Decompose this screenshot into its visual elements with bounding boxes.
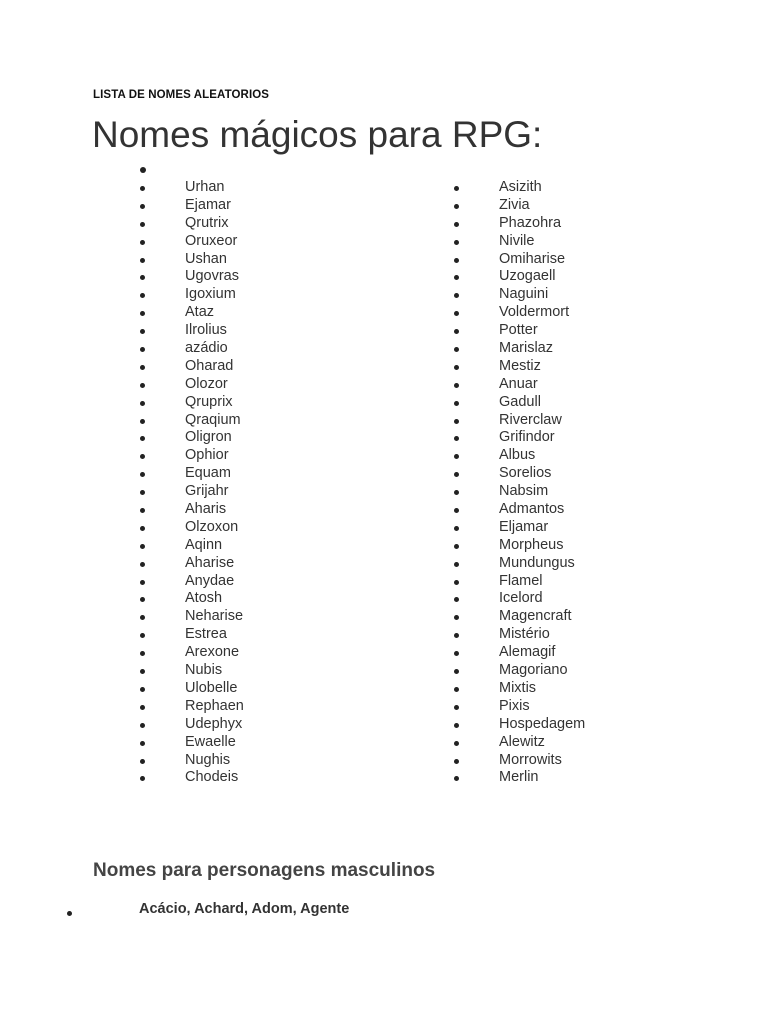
bullet-icon <box>140 419 145 424</box>
name-text: Olzoxon <box>185 518 239 535</box>
bullet-icon <box>454 347 459 352</box>
bullet-icon <box>140 723 145 728</box>
name-text: Oligron <box>185 429 232 446</box>
male-names-bullet <box>67 911 72 916</box>
bullet-icon <box>140 526 145 531</box>
bullet-icon <box>454 580 459 585</box>
bullet-icon <box>454 687 459 692</box>
bullet-icon <box>454 526 459 531</box>
name-text: Aharis <box>185 501 227 518</box>
bullet-icon <box>454 741 459 746</box>
page-title: Nomes mágicos para RPG: <box>92 114 543 155</box>
bullet-icon <box>454 597 459 602</box>
bullet-icon <box>454 472 459 477</box>
name-text: Phazohra <box>499 214 562 231</box>
name-text: Marislaz <box>499 340 553 357</box>
name-text: Anydae <box>185 572 235 589</box>
bullet-icon <box>140 222 145 227</box>
bullet-icon <box>454 365 459 370</box>
name-text: azádio <box>185 340 228 357</box>
bullet-icon <box>140 293 145 298</box>
name-text: Qrutrix <box>185 214 229 231</box>
bullet-icon <box>140 240 145 245</box>
name-text: Mundungus <box>499 554 575 571</box>
name-text: Igoxium <box>185 286 236 303</box>
bullet-icon <box>140 705 145 710</box>
bullet-icon <box>140 472 145 477</box>
bullet-icon <box>140 669 145 674</box>
name-text: Atosh <box>185 590 223 607</box>
bullet-icon <box>140 741 145 746</box>
name-text: Flamel <box>499 572 543 589</box>
name-text: Estrea <box>185 626 227 643</box>
bullet-icon <box>454 240 459 245</box>
name-text: Nubis <box>185 662 223 679</box>
name-text: Ophior <box>185 447 229 464</box>
name-text: Ejamar <box>185 196 231 213</box>
bullet-icon <box>140 347 145 352</box>
name-text: Urhan <box>185 179 225 195</box>
bullet-icon <box>140 687 145 692</box>
bullet-icon <box>140 258 145 263</box>
bullet-icon <box>140 329 145 334</box>
bullet-icon <box>140 651 145 656</box>
name-text: Alemagif <box>499 644 556 661</box>
bullet-icon <box>454 258 459 263</box>
name-text: Mistério <box>499 626 550 643</box>
bullet-icon <box>140 615 145 620</box>
bullet-icon <box>140 580 145 585</box>
name-text: Ugovras <box>185 268 239 285</box>
bullet-icon <box>454 401 459 406</box>
name-text: Voldermort <box>499 304 570 321</box>
bullet-icon <box>140 383 145 388</box>
name-text: Udephyx <box>185 715 243 732</box>
name-text: Grifindor <box>499 429 555 446</box>
name-text: Oharad <box>185 357 234 374</box>
section-title: Nomes para personagens masculinos <box>93 860 436 881</box>
name-text: Sorelios <box>499 465 552 482</box>
name-text: Merlin <box>499 769 539 786</box>
bullet-icon <box>140 633 145 638</box>
name-text: Ushan <box>185 250 227 267</box>
name-text: Qraqium <box>185 411 241 428</box>
bullet-icon <box>140 759 145 764</box>
name-text: Alewitz <box>499 733 545 750</box>
bullet-icon <box>140 490 145 495</box>
name-text: Ulobelle <box>185 679 238 696</box>
bullet-icon <box>454 669 459 674</box>
bullet-icon <box>140 776 145 781</box>
document-header-label: LISTA DE NOMES ALEATORIOS <box>93 89 270 101</box>
name-text: Neharise <box>185 608 244 625</box>
bullet-icon <box>454 204 459 209</box>
bullet-icon <box>454 329 459 334</box>
name-text: Aqinn <box>185 536 223 553</box>
bullet-icon <box>140 597 145 602</box>
bullet-icon <box>454 419 459 424</box>
bullet-icon <box>454 383 459 388</box>
bullet-icon <box>454 508 459 513</box>
name-text: Nivile <box>499 232 535 249</box>
name-text: Potter <box>499 322 538 339</box>
name-text: Pixis <box>499 697 530 714</box>
bullet-icon <box>140 275 145 280</box>
name-text: Ataz <box>185 304 215 321</box>
bullet-icon <box>454 311 459 316</box>
bullet-icon <box>454 759 459 764</box>
bullet-icon <box>454 723 459 728</box>
name-text: Aharise <box>185 554 235 571</box>
name-text: Rephaen <box>185 697 244 714</box>
bullet-icon <box>140 204 145 209</box>
name-text: Eljamar <box>499 518 549 535</box>
bullet-icon <box>140 186 145 191</box>
bullet-icon <box>454 454 459 459</box>
bullet-icon <box>140 562 145 567</box>
bullet-icon <box>454 293 459 298</box>
name-text: Asizith <box>499 179 542 195</box>
name-text: Ilrolius <box>185 322 227 339</box>
bullet-icon <box>454 436 459 441</box>
name-text: Admantos <box>499 501 565 518</box>
bullet-icon <box>454 705 459 710</box>
bullet-icon <box>140 365 145 370</box>
name-text: Naguini <box>499 286 549 303</box>
name-text: Uzogaell <box>499 268 556 285</box>
bullet-icon <box>454 615 459 620</box>
bullet-icon <box>140 401 145 406</box>
name-text: Gadull <box>499 393 541 410</box>
bullet-icon <box>454 544 459 549</box>
name-text: Morpheus <box>499 536 564 553</box>
bullet-icon <box>454 275 459 280</box>
name-text: Magencraft <box>499 608 572 625</box>
name-text: Arexone <box>185 644 240 661</box>
bullet-icon <box>454 186 459 191</box>
name-text: Zivia <box>499 196 530 213</box>
bullet-icon <box>454 490 459 495</box>
bullet-icon <box>140 311 145 316</box>
name-text: Mestiz <box>499 357 541 374</box>
name-text: Hospedagem <box>499 715 586 732</box>
name-text: Olozor <box>185 375 228 392</box>
bullet-icon <box>140 436 145 441</box>
name-text: Ewaelle <box>185 733 236 750</box>
name-text: Nughis <box>185 751 231 768</box>
empty-list-bullet <box>140 167 146 173</box>
name-text: Omiharise <box>499 250 566 267</box>
bullet-icon <box>454 633 459 638</box>
bullet-icon <box>140 544 145 549</box>
male-names-line: Acácio, Achard, Adom, Agente <box>139 901 350 917</box>
name-text: Equam <box>185 465 231 482</box>
bullet-icon <box>454 562 459 567</box>
bullet-icon <box>454 651 459 656</box>
name-text: Nabsim <box>499 483 549 500</box>
name-text: Qruprix <box>185 393 233 410</box>
bullet-icon <box>140 508 145 513</box>
bullet-icon <box>454 222 459 227</box>
name-text: Anuar <box>499 375 538 392</box>
name-text: Icelord <box>499 590 543 607</box>
name-text: Magoriano <box>499 662 568 679</box>
name-text: Grijahr <box>185 483 229 500</box>
name-text: Chodeis <box>185 769 239 786</box>
bullet-icon <box>140 454 145 459</box>
name-text: Riverclaw <box>499 411 562 428</box>
name-text: Morrowits <box>499 751 562 768</box>
name-text: Albus <box>499 447 536 464</box>
bullet-icon <box>454 776 459 781</box>
name-text: Oruxeor <box>185 232 238 249</box>
name-text: Mixtis <box>499 679 537 696</box>
